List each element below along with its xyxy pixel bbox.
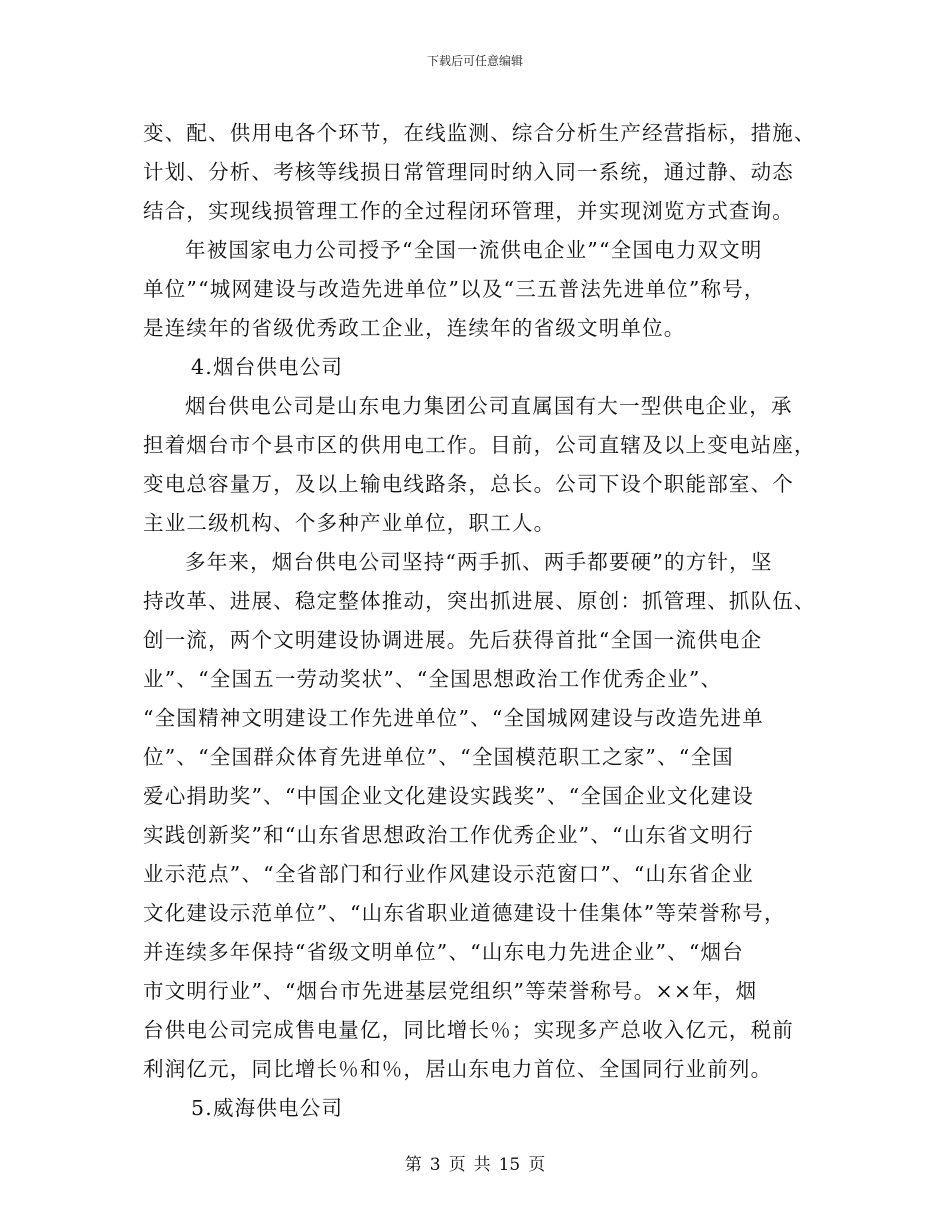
body-line: 并连续多年保持“省级文明单位”、“山东电力先进企业”、“烟台: [143, 940, 744, 964]
body-line: 台供电公司完成售电量亿，同比增长％；实现多产总收入亿元，税前: [143, 1018, 794, 1042]
body-line: 结合，实现线损管理工作的全过程闭环管理，并实现浏览方式查询。: [143, 199, 794, 223]
total-pages: 15: [498, 1155, 521, 1175]
paragraph-start-line: 年被国家电力公司授予“全国一流供电企业”“全国电力双文明: [185, 238, 763, 262]
body-line: 计划、分析、考核等线损日常管理同时纳入同一系统，通过静、动态: [143, 160, 794, 184]
document-body: [143, 114, 816, 1128]
section-heading: 4.烟台供电公司: [191, 355, 344, 379]
body-line: 爱心捐助奖”、“中国企业文化建设实践奖”、“全国企业文化建设: [143, 784, 754, 808]
page-header: 下载后可任意编辑: [426, 54, 523, 68]
body-line: 变、配、供用电各个环节，在线监测、综合分析生产经营指标，措施、: [143, 121, 816, 145]
body-line: 市文明行业”、“烟台市先进基层党组织”等荣誉称号。××年，烟: [143, 979, 758, 1003]
body-line: 单位”“城网建设与改造先进单位”以及“三五普法先进单位”称号，: [143, 277, 766, 301]
body-line: 创一流，两个文明建设协调进展。先后获得首批“全国一流供电企: [143, 628, 763, 652]
footer-ye2: 页: [528, 1155, 546, 1175]
body-line: 利润亿元，同比增长％和％，居山东电力首位、全国同行业前列。: [143, 1057, 773, 1081]
body-line: 是连续年的省级优秀政工企业，连续年的省级文明单位。: [143, 316, 686, 340]
footer-ye: 页: [448, 1155, 466, 1175]
body-line: 实践创新奖”和“山东省思想政治工作优秀企业”、“山东省文明行: [143, 823, 754, 847]
body-line: 变电总容量万，及以上输电线路条，总长。公司下设个职能部室、个: [143, 472, 794, 496]
body-line: 业”、“全国五一劳动奖状”、“全国思想政治工作优秀企业”、: [143, 667, 723, 691]
section-heading: 5.威海供电公司: [191, 1096, 344, 1120]
body-line: “全国精神文明建设工作先进单位”、“全国城网建设与改造先进单: [143, 706, 764, 730]
body-line: 担着烟台市个县市区的供用电工作。目前，公司直辖及以上变电站座，: [143, 433, 816, 457]
paragraph-start-line: 多年来，烟台供电公司坚持“两手抓、两手都要硬”的方针，坚: [185, 550, 773, 574]
paragraph-start-line: 烟台供电公司是山东电力集团公司直属国有大一型供电企业，承: [185, 394, 793, 418]
footer-di: 第: [404, 1155, 422, 1175]
page-footer: [0, 1154, 950, 1176]
body-line: 文化建设示范单位”、“山东省职业道德建设十佳集体”等荣誉称号，: [143, 901, 786, 925]
body-line: 业示范点”、“全省部门和行业作风建设示范窗口”、“山东省企业: [143, 862, 754, 886]
body-line: 持改革、进展、稳定整体推动，突出抓进展、原创：抓管理、抓队伍、: [143, 589, 816, 613]
page-number: 3: [429, 1155, 441, 1175]
footer-gong: 共: [473, 1155, 491, 1175]
body-line: 主业二级机构、个多种产业单位，职工人。: [143, 511, 556, 535]
body-line: 位”、“全国群众体育先进单位”、“全国模范职工之家”、“全国: [143, 745, 734, 769]
